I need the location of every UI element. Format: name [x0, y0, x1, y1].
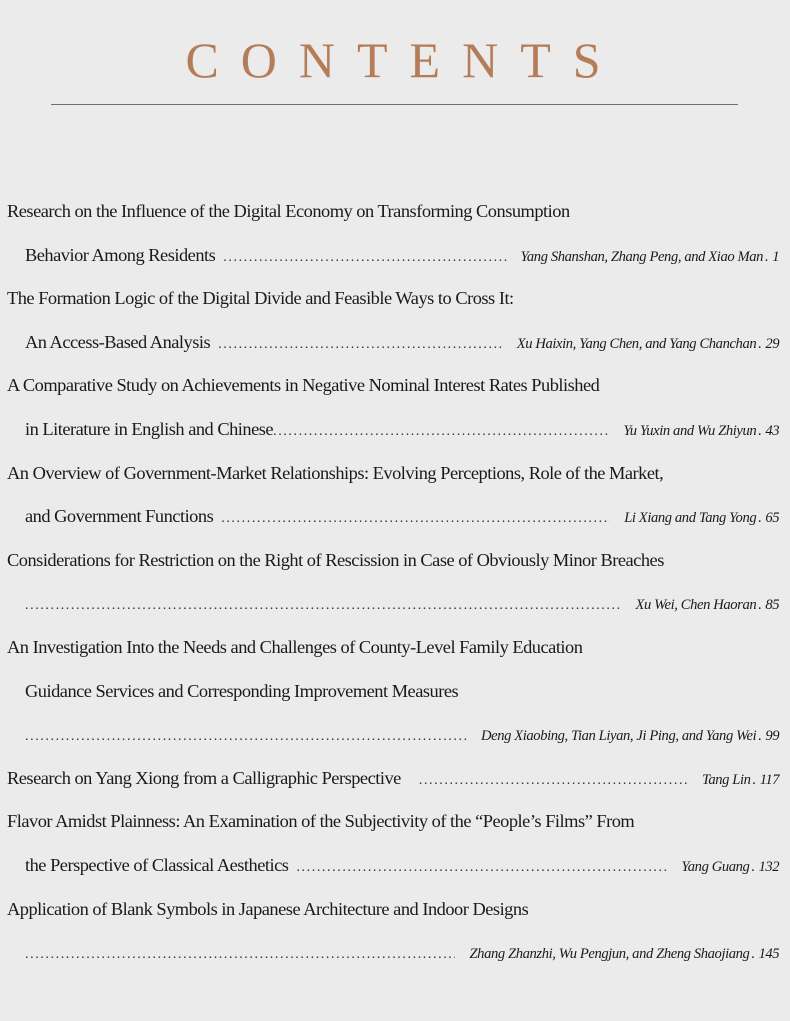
entry-last-line — [7, 408, 779, 452]
toc-entry[interactable] — [7, 452, 779, 539]
entry-last-line — [7, 713, 779, 757]
toc-entry[interactable] — [7, 277, 779, 364]
entry-title-line: An Overview of Government-Market Relationships: Evolving Perceptions, Role of the Market, — [7, 462, 664, 483]
entry-authors: Xu Wei, Chen Haoran — [635, 597, 757, 614]
dot-leader — [218, 323, 503, 367]
entry-title-line: Flavor Amidst Plainness: An Examination of the Subjectivity of the “People’s Films” From — [7, 811, 635, 832]
table-of-contents — [7, 190, 779, 975]
entry-title-line: and Government Functions — [25, 506, 214, 527]
entry-last-line — [7, 844, 779, 888]
entry-authors: Yang Guang — [681, 858, 750, 875]
dot-leader — [25, 933, 455, 977]
entry-title-line: The Formation Logic of the Digital Divide and Feasible Ways to Cross It: — [7, 288, 514, 309]
entry-title-line: Research on the Influence of the Digital Economy on Transforming Consumption — [7, 201, 570, 221]
entry-title-line: Application of Blank Symbols in Japanese Architecture and Indoor Designs — [7, 898, 529, 919]
entry-authors: Yang Shanshan, Zhang Peng, and Xiao Man — [520, 248, 764, 265]
toc-entry[interactable] — [7, 800, 779, 887]
toc-entry[interactable] — [7, 626, 779, 757]
entry-title-line: in Literature in English and Chinese — [25, 418, 274, 439]
dot-leader — [223, 236, 506, 280]
entry-page-number: 1 — [772, 248, 779, 265]
dot-leader — [25, 584, 621, 628]
entry-title-line: An Access-Based Analysis — [25, 331, 211, 352]
entry-page-number: 43 — [765, 422, 779, 439]
entry-authors: Deng Xiaobing, Tian Liyan, Ji Ping, and Yang Wei — [480, 728, 757, 745]
entry-title-line: A Comparative Study on Achievements in Negative Nominal Interest Rates Published — [7, 375, 600, 396]
entry-authors: Li Xiang and Tang Yong — [624, 510, 757, 527]
entry-page-number: 132 — [758, 858, 779, 875]
entry-page-number: 117 — [759, 771, 779, 788]
entry-last-line — [7, 931, 779, 975]
dot-leader — [25, 715, 467, 759]
entry-title-line: Guidance Services and Corresponding Improvement Measures — [25, 680, 459, 701]
title-divider — [51, 104, 738, 105]
page-title: CONTENTS — [185, 32, 623, 88]
dot-leader — [273, 410, 609, 454]
entry-authors: Xu Haixin, Yang Chen, and Yang Chanchan — [516, 335, 757, 352]
toc-entry[interactable] — [7, 888, 779, 975]
entry-last-line — [7, 757, 779, 801]
dot-leader — [296, 846, 667, 890]
toc-entry[interactable] — [7, 757, 779, 801]
entry-title-line: the Perspective of Classical Aesthetics — [25, 854, 289, 875]
entry-title-line: Behavior Among Residents — [25, 244, 216, 265]
entry-last-line — [7, 234, 779, 278]
toc-entry[interactable] — [7, 190, 779, 277]
entry-authors: Zhang Zhanzhi, Wu Pengjun, and Zheng Shaojiang — [469, 946, 750, 963]
entry-authors: Yu Yuxin and Wu Zhiyun — [623, 422, 757, 439]
entry-last-line — [7, 495, 779, 539]
toc-entry[interactable] — [7, 364, 779, 451]
entry-page-number: 65 — [765, 510, 779, 527]
entry-authors: Tang Lin — [701, 771, 751, 788]
entry-page-number: 85 — [765, 597, 779, 614]
entry-last-line — [7, 321, 779, 365]
dot-leader — [419, 759, 688, 803]
entry-title-line: An Investigation Into the Needs and Challenges of County-Level Family Education — [7, 636, 583, 657]
entry-title-line: Research on Yang Xiong from a Calligraphic Perspective — [7, 767, 401, 788]
entry-page-number: 145 — [758, 946, 779, 963]
dot-leader — [221, 497, 610, 541]
entry-title-line: Considerations for Restriction on the Right of Rescission in Case of Obviously Minor Breaches — [7, 549, 664, 570]
toc-entry[interactable] — [7, 539, 779, 626]
page-header — [0, 30, 790, 90]
entry-page-number: 99 — [765, 728, 779, 745]
entry-last-line — [7, 582, 779, 626]
entry-page-number: 29 — [765, 335, 779, 352]
